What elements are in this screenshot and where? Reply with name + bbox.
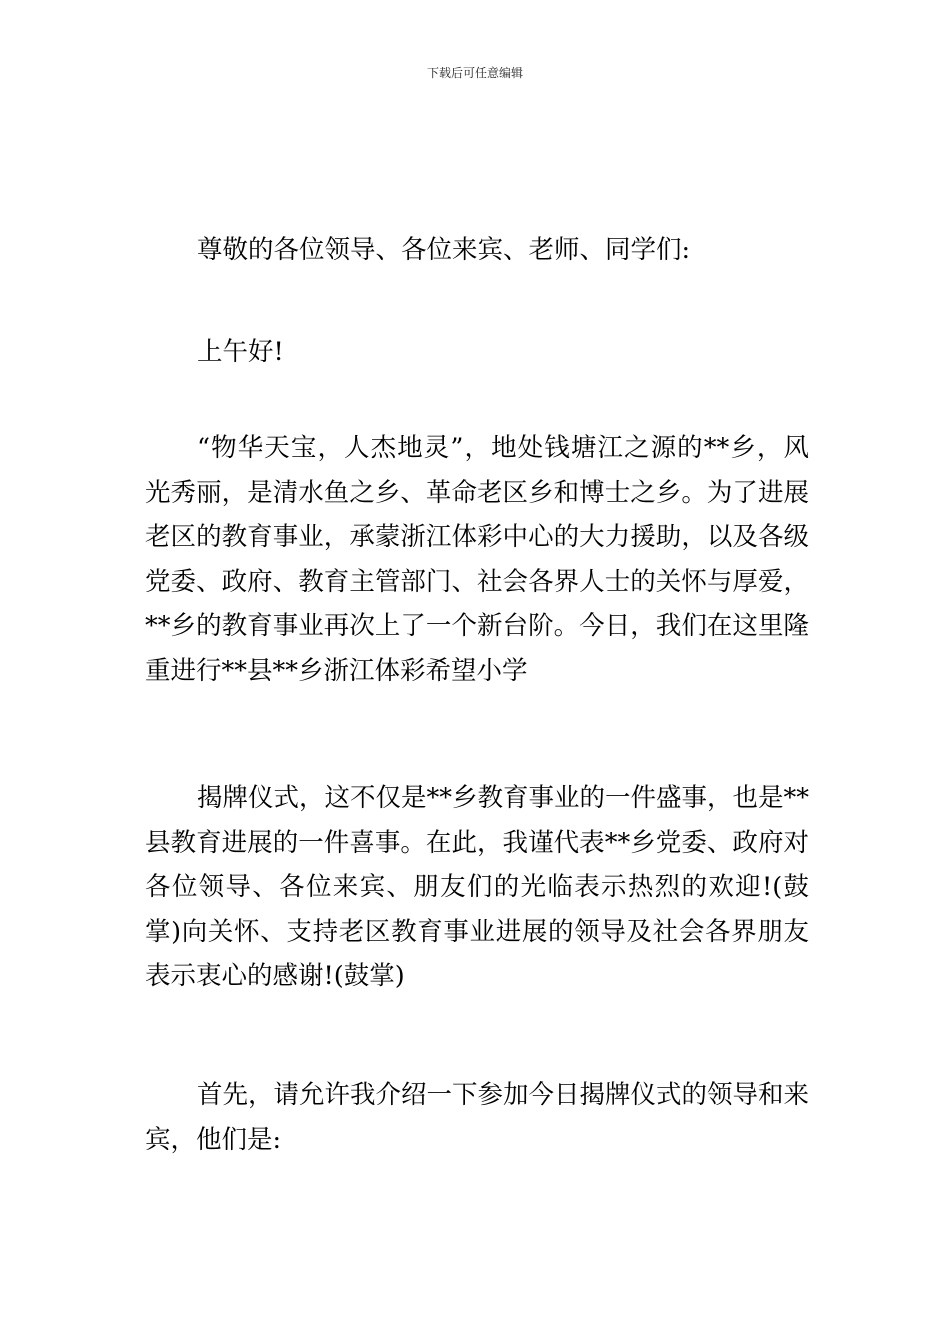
body-paragraph-guests: 首先，请允许我介绍一下参加今日揭牌仪式的领导和来宾，他们是: (145, 1080, 810, 1155)
body-paragraph-intro: “物华天宝，人杰地灵”，地处钱塘江之源的**乡，风光秀丽，是清水鱼之乡、革命老区乡和博士之乡。为了进展老区的教育事业，承蒙浙江体彩中心的大力援助，以及各级党委、政府、教育主管部门、社会各界人士的关怀与厚爱，**乡的教育事业再次上了一个新台阶。今日，我们在这里隆重进行**县**乡浙江体彩希望小学 (145, 433, 809, 686)
greeting-paragraph: 上午好! (197, 337, 284, 367)
page-header-note: 下载后可任意编辑 (426, 66, 523, 80)
body-paragraph-ceremony: 揭牌仪式，这不仅是**乡教育事业的一件盛事，也是**县教育进展的一件喜事。在此，我谨代表**乡党委、政府对各位领导、各位来宾、朋友们的光临表示热烈的欢迎!(鼓掌)向关怀、支持老区教育事业进展的领导及社会各界朋友表示衷心的感谢!(鼓掌) (145, 783, 810, 991)
salutation-paragraph: 尊敬的各位领导、各位来宾、老师、同学们: (197, 235, 691, 265)
